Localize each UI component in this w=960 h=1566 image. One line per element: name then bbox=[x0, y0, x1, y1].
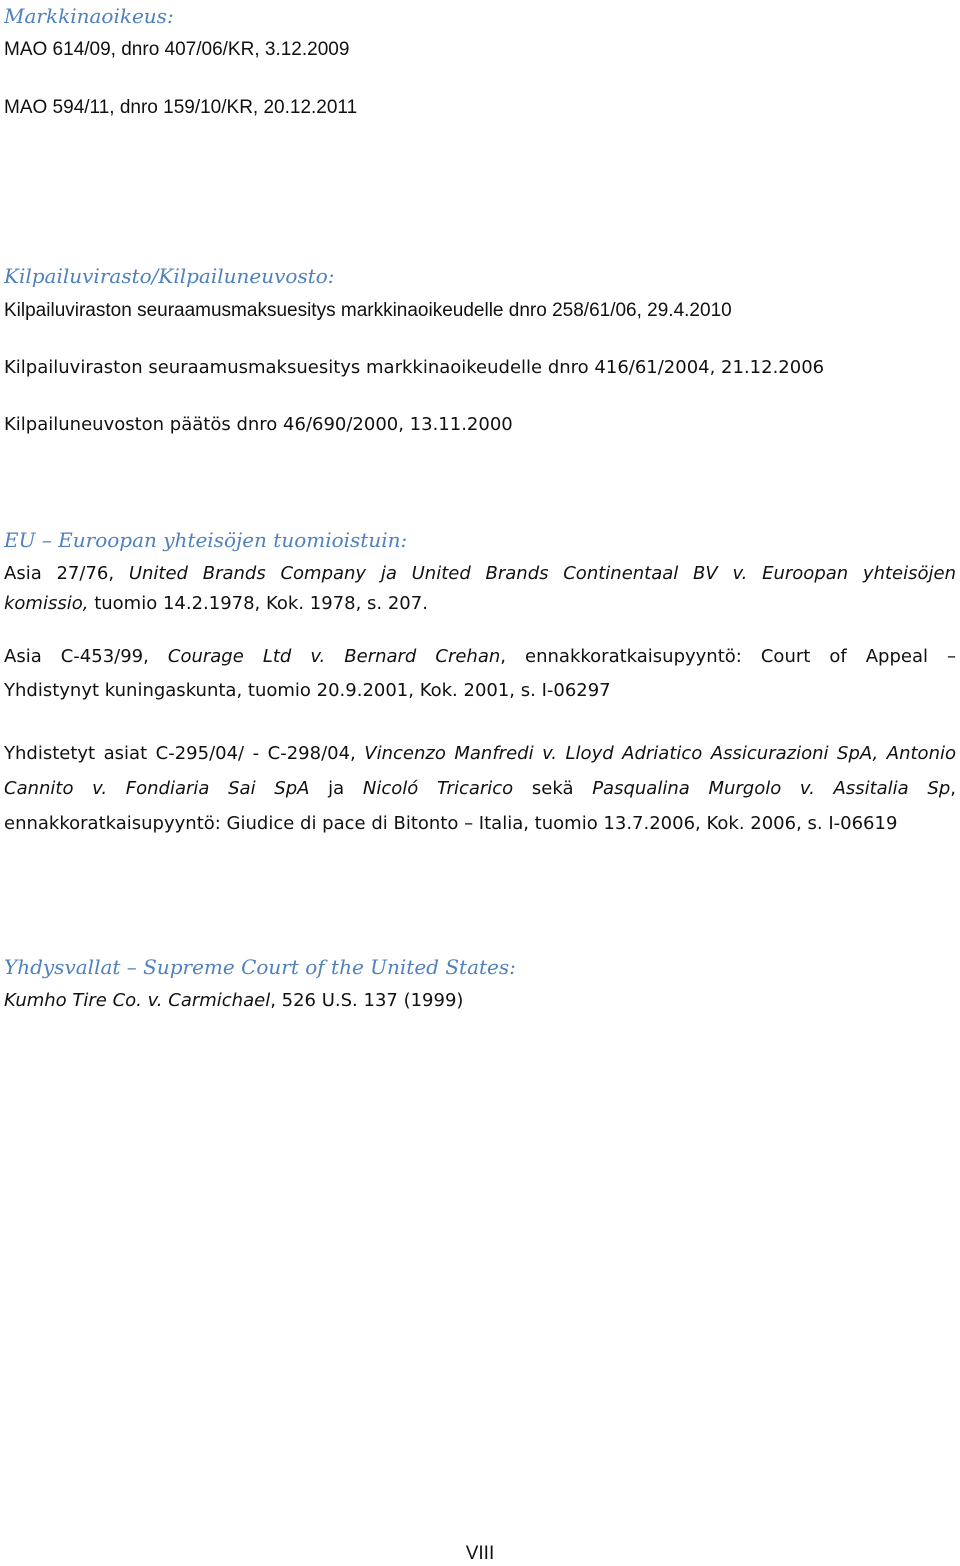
section-heading-usa: Yhdysvallat – Supreme Court of the United States: bbox=[4, 955, 516, 979]
case-reference: tuomio 14.2.1978, Kok. 1978, s. 207. bbox=[88, 593, 428, 614]
conjunction: ja bbox=[309, 778, 363, 799]
section-heading-kilpailuvirasto: Kilpailuvirasto/Kilpailuneuvosto: bbox=[4, 264, 335, 288]
section-heading-markkinaoikeus: Markkinaoikeus: bbox=[4, 4, 174, 28]
case-number: Asia 27/76, bbox=[4, 563, 129, 584]
case-number: Yhdistetyt asiat C-295/04/ - C-298/04, bbox=[4, 743, 365, 764]
case-citation-line bbox=[4, 592, 956, 616]
case-citation-paragraph bbox=[4, 736, 956, 841]
conjunction: sekä bbox=[513, 778, 593, 799]
reference-item: Kilpailuviraston seuraamusmaksuesitys markkinaoikeudelle dnro 416/61/2004, 21.12.2006 bbox=[4, 357, 825, 378]
case-parties: Kumho Tire Co. v. Carmichael bbox=[4, 990, 271, 1011]
case-number: Asia C-453/99, bbox=[4, 646, 168, 667]
page-number: VIII bbox=[465, 1543, 495, 1564]
case-parties: United Brands Company ja United Brands Continentaal BV v. Euroopan yhteisöjen bbox=[128, 563, 956, 584]
case-parties: komissio, bbox=[4, 593, 89, 614]
section-heading-eu: EU – Euroopan yhteisöjen tuomioistuin: bbox=[4, 528, 408, 552]
reference-item: Kilpailuviraston seuraamusmaksuesitys markkinaoikeudelle dnro 258/61/06, 29.4.2010 bbox=[4, 300, 732, 321]
case-reference: , ennakkoratkaisupyyntö: Court of Appeal – bbox=[500, 646, 956, 667]
case-citation-line bbox=[4, 645, 956, 669]
case-citation-line bbox=[4, 562, 956, 586]
case-citation-line: Yhdistynyt kuningaskunta, tuomio 20.9.2001, Kok. 2001, s. I-06297 bbox=[4, 680, 611, 701]
reference-item: Kilpailuneuvoston päätös dnro 46/690/2000, 13.11.2000 bbox=[4, 414, 513, 435]
case-parties: Pasqualina Murgolo v. Assitalia Sp bbox=[592, 778, 951, 799]
case-parties: Vincenzo Manfredi v. Lloyd Adriatico Assicurazioni SpA, Antonio Cannito v. Fondiaria Sai SpA bbox=[4, 743, 956, 799]
case-reference: , ennakkoratkaisupyyntö: Giudice di pace di Bitonto – Italia, tuomio 13.7.2006, Kok. 2006, s. I-06619 bbox=[4, 778, 956, 834]
case-reference: , 526 U.S. 137 (1999) bbox=[270, 990, 464, 1011]
case-citation-line bbox=[4, 989, 956, 1013]
case-parties: Courage Ltd v. Bernard Crehan bbox=[167, 646, 501, 667]
reference-item: MAO 614/09, dnro 407/06/KR, 3.12.2009 bbox=[4, 39, 350, 60]
case-parties: Nicoló Tricarico bbox=[362, 778, 514, 799]
reference-item: MAO 594/11, dnro 159/10/KR, 20.12.2011 bbox=[4, 97, 358, 118]
